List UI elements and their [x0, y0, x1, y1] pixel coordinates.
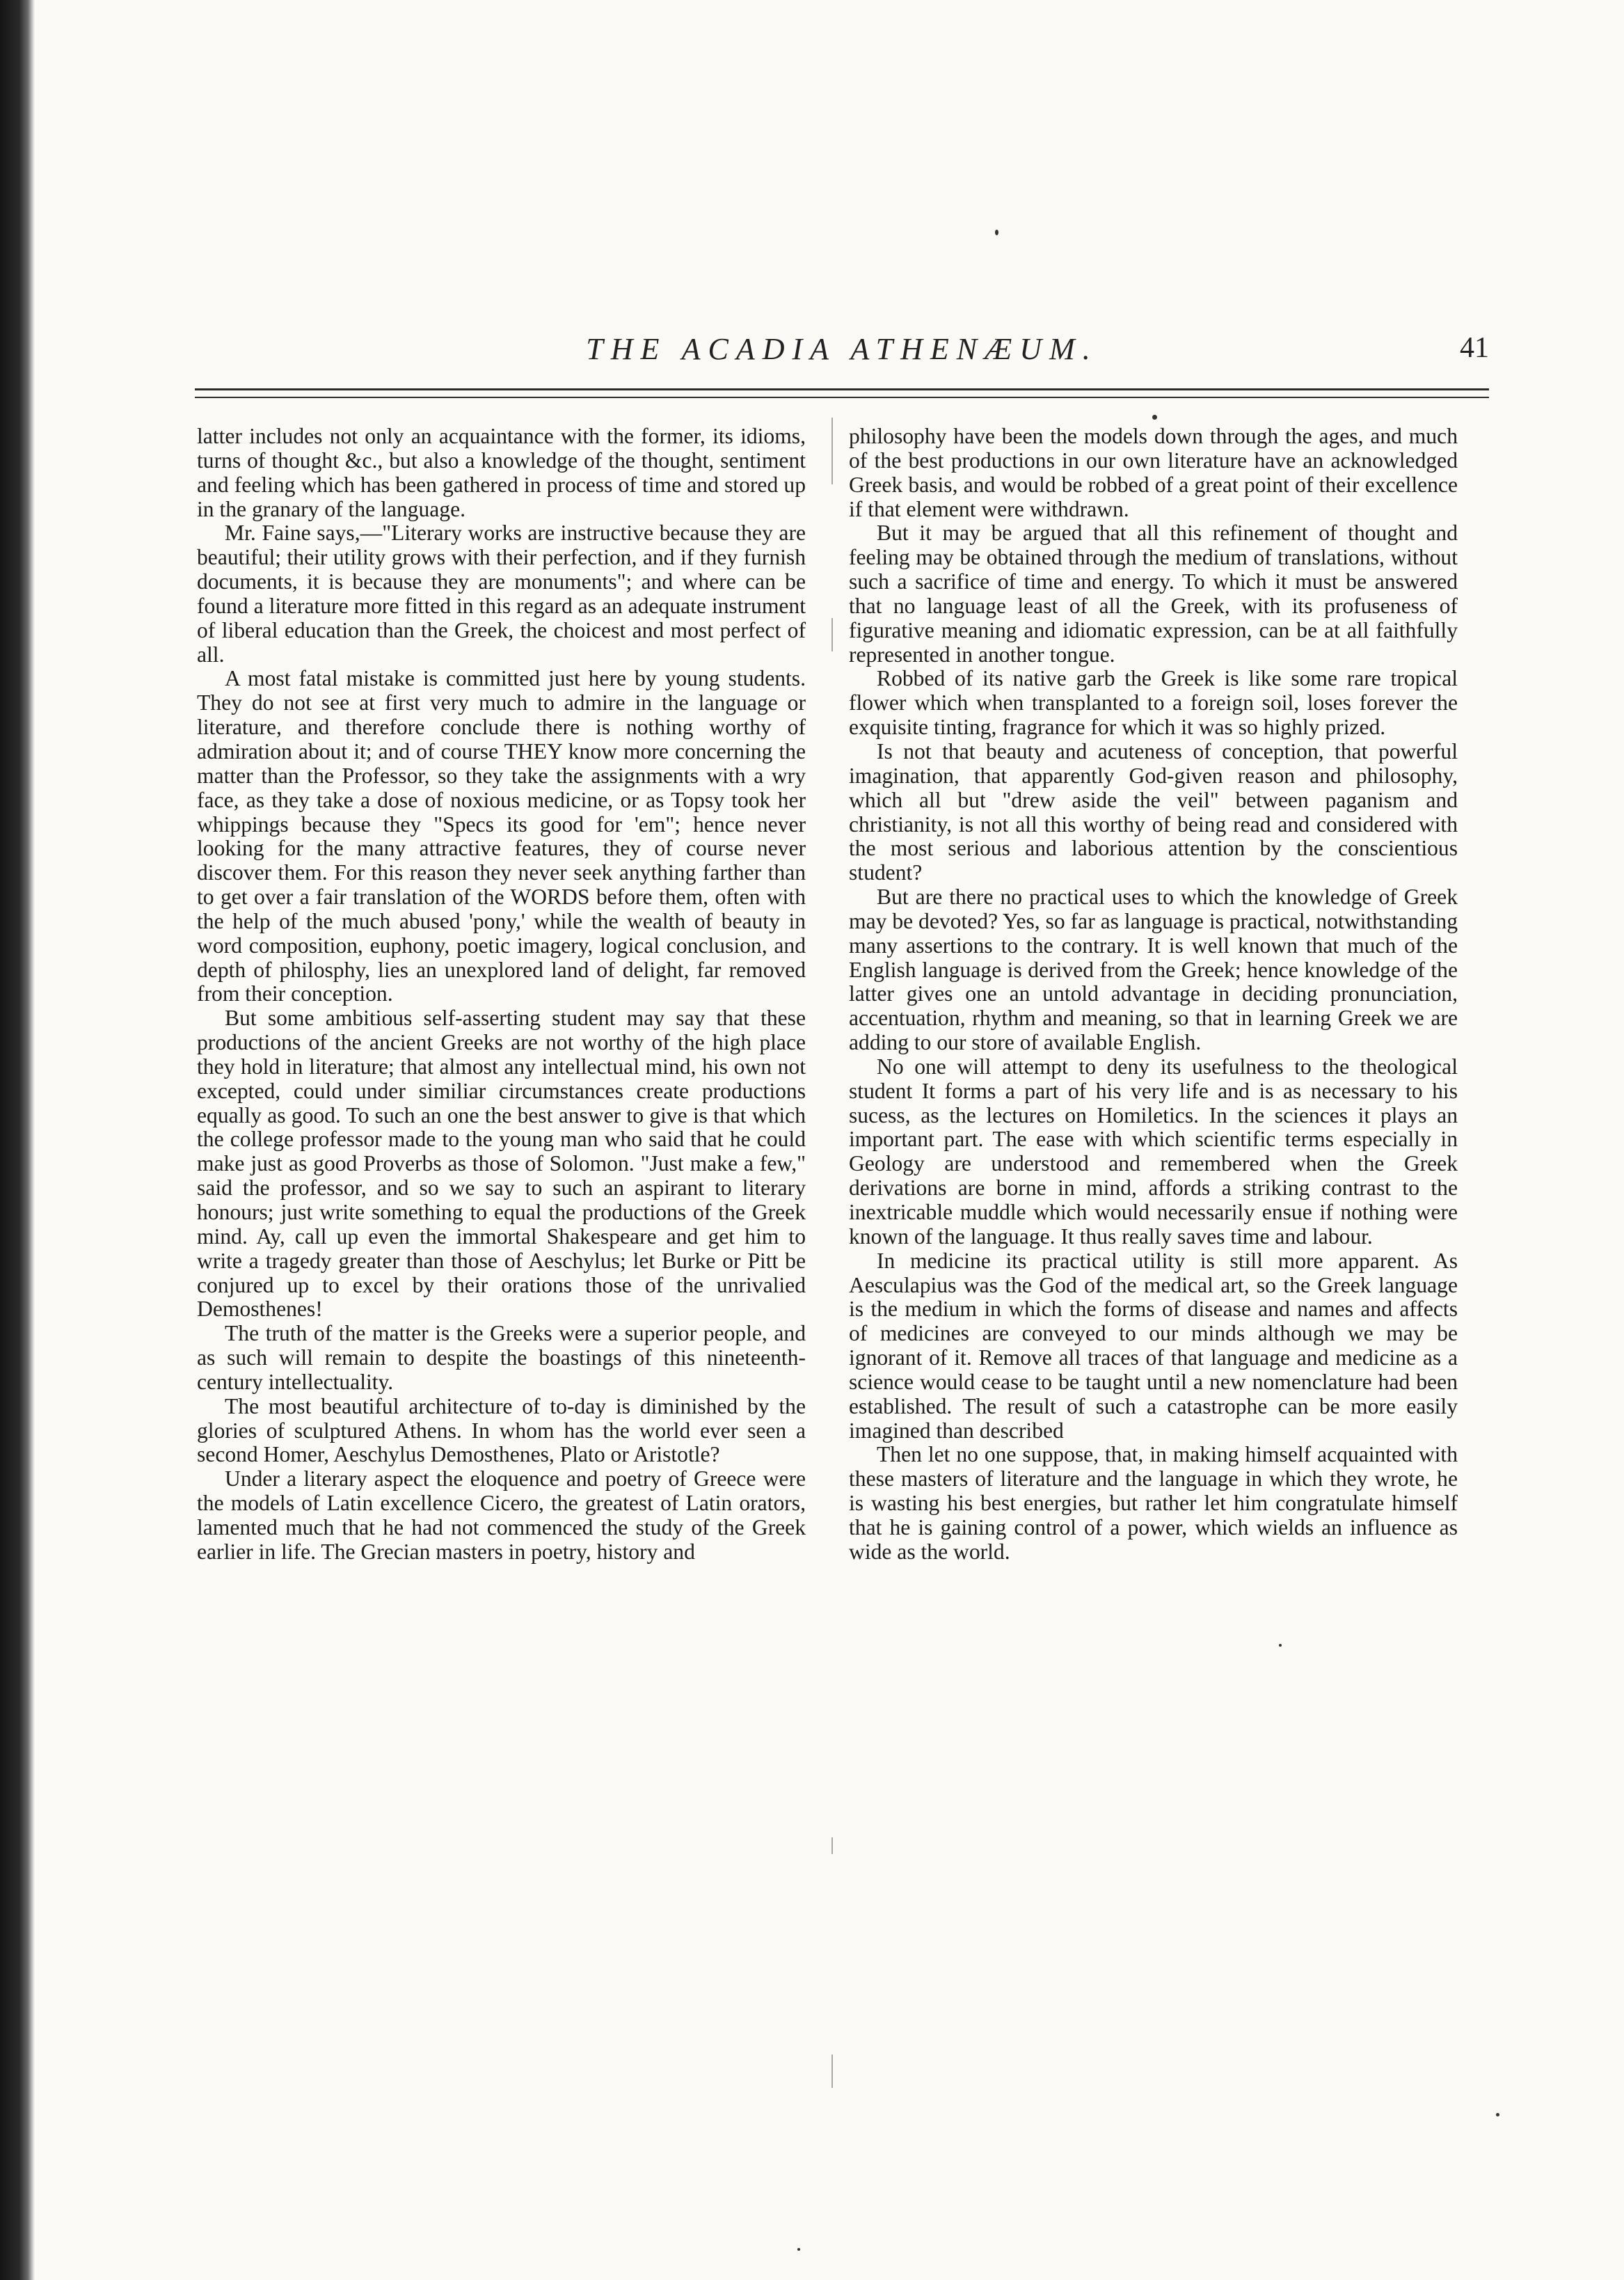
header-rule-thin [195, 397, 1489, 398]
paragraph: But some ambitious self-asserting student may say that these productions of the ancient Greeks are not worthy of the high place they hold in literature; that almost any intellectual mind, his own not excepted, could under similiar circumstances create productions equally as good. To such an one the best answer to give is that which the college professor made to the young man who said that he could make just as good Proverbs as those of Solomon. "Just make a few," said the professor, and so we say to such an aspirant to literary honours; just write something to equal the productions of the Greek mind. Ay, call up even the immortal Shakespeare and get him to write a tragedy greater than those of Aeschylus; let Burke or Pitt be conjured up to excel by their orations those of the unrivalied Demosthenes! [197, 1006, 806, 1322]
paragraph: No one will attempt to deny its usefulness to the theological student It forms a part of his very life and is as necessary to his sucess, as the lectures on Homiletics. In the sciences it plays an important part. The ease with which scientific terms especially in Geology are understood and remembered when the Greek derivations are borne in mind, affords a striking contrast to the inextricable muddle which would necessarily ensue if nothing were known of the language. It thus really saves time and labour. [849, 1054, 1458, 1249]
paragraph: Mr. Faine says,—"Literary works are instructive because they are beautiful; their utility grows with their perfection, and if they furnish documents, it is because they are monuments"; and where can be found a literature more fitted in this regard as an adequate instrument of liberal education than the Greek, the choicest and most perfect of all. [197, 521, 806, 667]
left-column [197, 425, 806, 1565]
paragraph: The truth of the matter is the Greeks were a superior people, and as such will remain to despite the boastings of this nineteenth-century intellectuality. [197, 1321, 806, 1394]
running-title: THE ACADIA ATHENÆUM. [586, 332, 1098, 366]
right-column [849, 425, 1458, 1565]
column-divider [831, 418, 833, 2088]
paragraph: latter includes not only an acquaintance with the former, its idioms, turns of thought &c., but also a knowledge of the thought, sentiment and feeling which has been gathered in process of time and stored up in the granary of the language. [197, 424, 806, 521]
header-rule [195, 388, 1489, 390]
paragraph: Is not that beauty and acuteness of conception, that powerful imagination, that apparently God-given reason and philosophy, which all but "drew aside the veil" between paganism and christianity, is not all this worthy of being read and considered with the most serious and laborious attention by the conscientious student? [849, 738, 1458, 885]
paragraph: A most fatal mistake is committed just here by young students. They do not see at first very much to admire in the language or literature, and therefore conclude there is nothing worthy of admiration about it; and of course THEY know more concerning the matter than the Professor, so they take the assignments with a wry face, as they take a dose of noxious medicine, or as Topsy took her whippings because they "Specs its good for 'em"; hence never looking for the many attractive features, they of course never discover them. For this reason they never seek anything farther than to get over a fair translation of the WORDS before them, often with the help of the much abused 'pony,' while the wealth of beauty in word composition, euphony, poetic imagery, logical conclusion, and depth of philosphy, lies an unexplored land of delight, far removed from their conception. [197, 666, 806, 1006]
paragraph: The most beautiful architecture of to-day is diminished by the glories of sculptured Athens. In whom has the world ever seen a second Homer, Aeschylus Demosthenes, Plato or Aristotle? [197, 1393, 806, 1467]
paragraph: In medicine its practical utility is still more apparent. As Aesculapius was the God of the medical art, so the Greek language is the medium in which the forms of disease and names and affects of medicines are conveyed to our minds although we may be ignorant of it. Remove all traces of that language and medicine as a science would cease to be taught until a new nomenclature had been established. The result of such a catastrophe can be more easily imagined than described [849, 1248, 1458, 1443]
paragraph: But it may be argued that all this refinement of thought and feeling may be obtained through the medium of translations, without such a sacrifice of time and energy. To which it must be answered that no language least of all the Greek, with its profuseness of figurative meaning and idiomatic expression, can be at all faithfully represented in another tongue. [849, 521, 1458, 667]
paragraph: Then let no one suppose, that, in making himself acquainted with these masters of literature and the language in which they wrote, he is wasting his best energies, but rather let him congratulate himself that he is gaining control of a power, which wields an influence as wide as the world. [849, 1442, 1458, 1564]
book-binding-edge [0, 0, 35, 2280]
paragraph: Robbed of its native garb the Greek is like some rare tropical flower which when transplanted to a foreign soil, loses forever the exquisite tinting, fragrance for which it was so highly prized. [849, 666, 1458, 740]
paragraph: Under a literary aspect the eloquence and poetry of Greece were the models of Latin excellence Cicero, the greatest of Latin orators, lamented much that he had not commenced the study of the Greek earlier in life. The Grecian masters in poetry, history and [197, 1466, 806, 1564]
paragraph: philosophy have been the models down through the ages, and much of the best productions in our own literature have an acknowledged Greek basis, and would be robbed of a great point of their excellence if that element were withdrawn. [849, 424, 1458, 521]
page-number: 41 [1460, 332, 1489, 364]
paragraph: But are there no practical uses to which the knowledge of Greek may be devoted? Yes, so far as language is practical, notwithstanding many assertions to the contrary. It is well known that much of the English language is derived from the Greek; hence knowledge of the latter gives one an untold advantage in deciding pronunciation, accentuation, rhythm and meaning, so that in learning Greek we are adding to our store of available English. [849, 885, 1458, 1055]
page-header [195, 331, 1489, 380]
